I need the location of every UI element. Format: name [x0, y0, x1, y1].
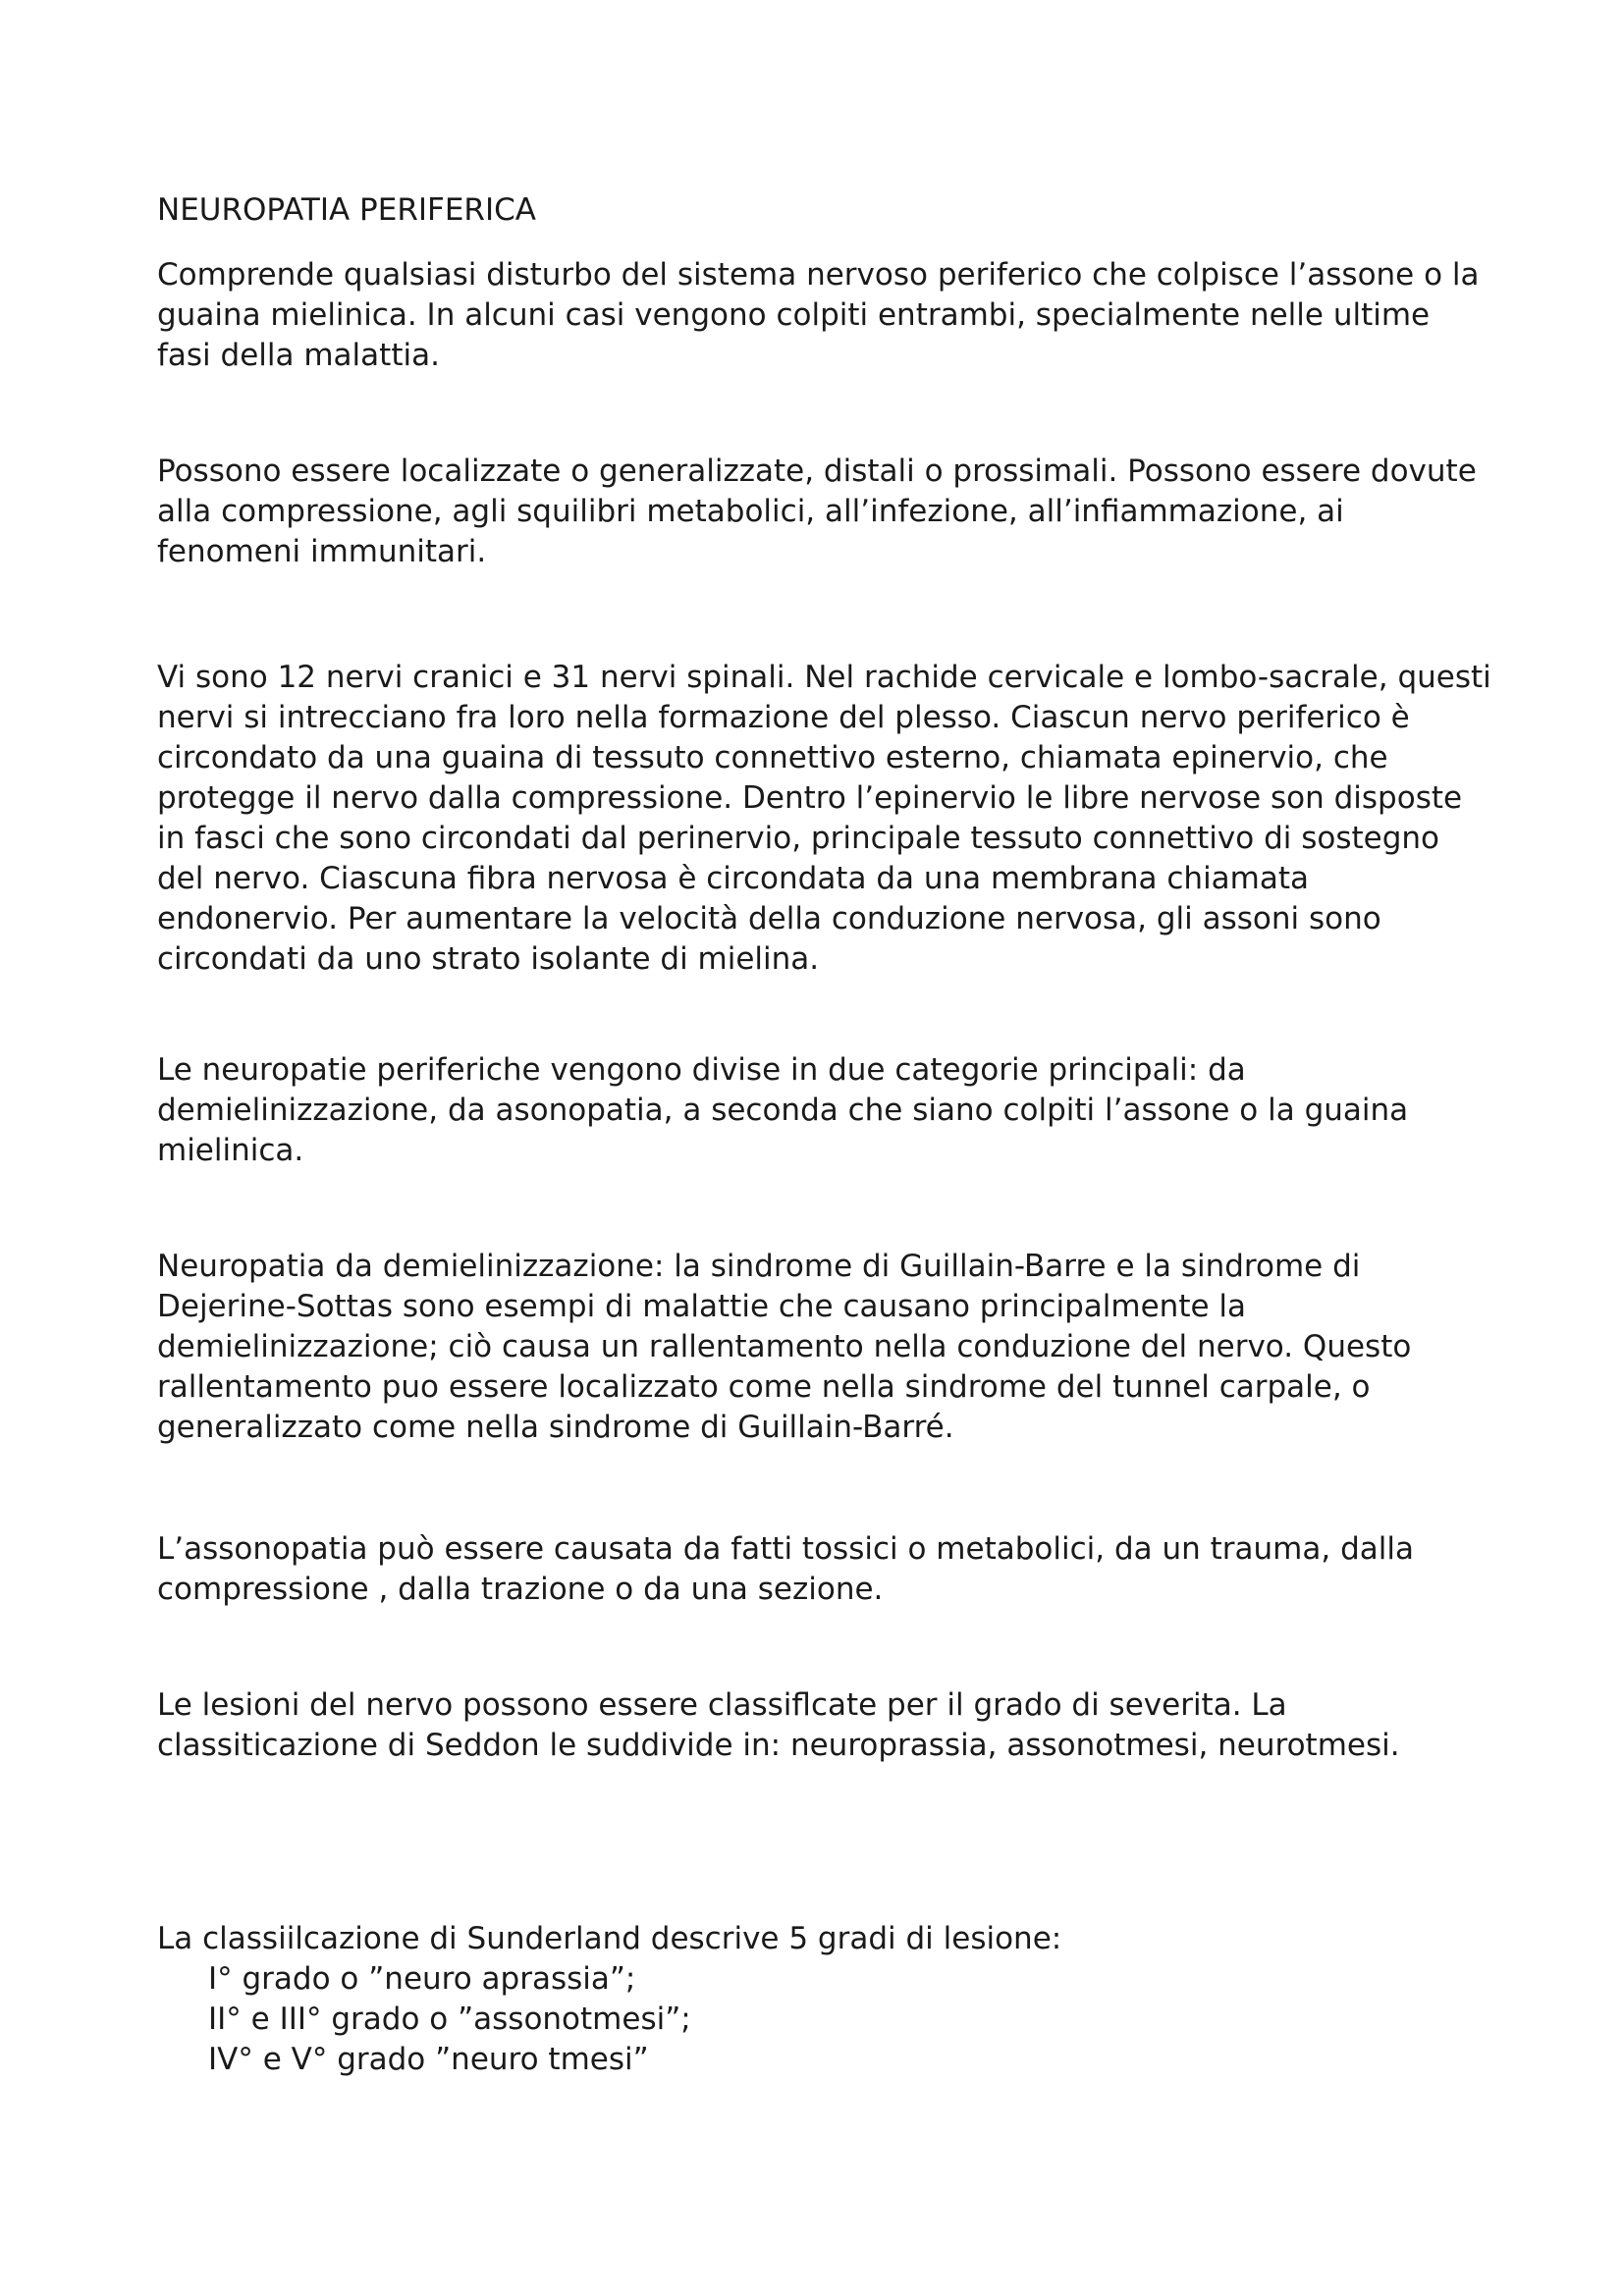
list-item: II° e III° grado o ”assonotmesi”; [208, 2002, 691, 2037]
sunderland-grades-list [208, 1959, 691, 2080]
paragraph-anatomy: Vi sono 12 nervi cranici e 31 nervi spinali. Nel rachide cervicale e lombo-sacrale, questi nervi si intrecciano fra loro nella formazione del plesso. Ciascun nervo periferico è circondato da una guaina di tessuto connettivo esterno, chiamata epinervio, che protegge il nervo dalla compressione. Dentro l’epinervio le libre nervose son disposte in fasci che sono circondati dal perinervio, principale tessuto connettivo di sostegno del nervo. Ciascuna fibra nervosa è circondata da una membrana chiamata endonervio. Per aumentare la velocità della conduzione nervosa, gli assoni sono circondati da uno strato isolante di mielina. [157, 660, 1491, 977]
document-title: NEUROPATIA PERIFERICA [157, 192, 536, 228]
paragraph-axonopathy: L’assonopatia può essere causata da fatti tossici o metabolici, da un trauma, dalla compressione , dalla trazione o da una sezione. [157, 1531, 1414, 1607]
paragraph-definition: Comprende qualsiasi disturbo del sistema nervoso periferico che colpisce l’assone o la guaina mielinica. In alcuni casi vengono colpiti entrambi, specialmente nelle ultime fasi della malattia. [157, 257, 1480, 373]
list-item: I° grado o ”neuro aprassia”; [208, 1961, 636, 1997]
paragraph-demyelination: Neuropatia da demielinizzazione: la sindrome di Guillain-Barre e la sindrome di Dejerine-Sottas sono esempi di malattie che causano principalmente la demielinizzazione; ciò causa un rallentamento nella conduzione del nervo. Questo rallentamento puo essere localizzato come nella sindrome del tunnel carpale, o generalizzato come nella sindrome di Guillain-Barré. [157, 1249, 1412, 1445]
paragraph-sunderland: La classiilcazione di Sunderland descrive 5 gradi di lesione: [157, 1921, 1062, 1956]
list-item: IV° e V° grado ”neuro tmesi” [208, 2042, 649, 2077]
paragraph-seddon: Le lesioni del nervo possono essere classiflcate per il grado di severita. La classiticazione di Seddon le suddivide in: neuroprassia, assonotmesi, neurotmesi. [157, 1687, 1400, 1763]
paragraph-categories: Le neuropatie periferiche vengono divise in due categorie principali: da demielinizzazione, da asonopatia, a seconda che siano colpiti l’assone o la guaina mielinica. [157, 1052, 1409, 1168]
paragraph-localization: Possono essere localizzate o generalizzate, distali o prossimali. Possono essere dovute alla compressione, agli squilibri metabolici, all’infezione, all’infiammazione, ai fenomeni immunitari. [157, 454, 1477, 569]
